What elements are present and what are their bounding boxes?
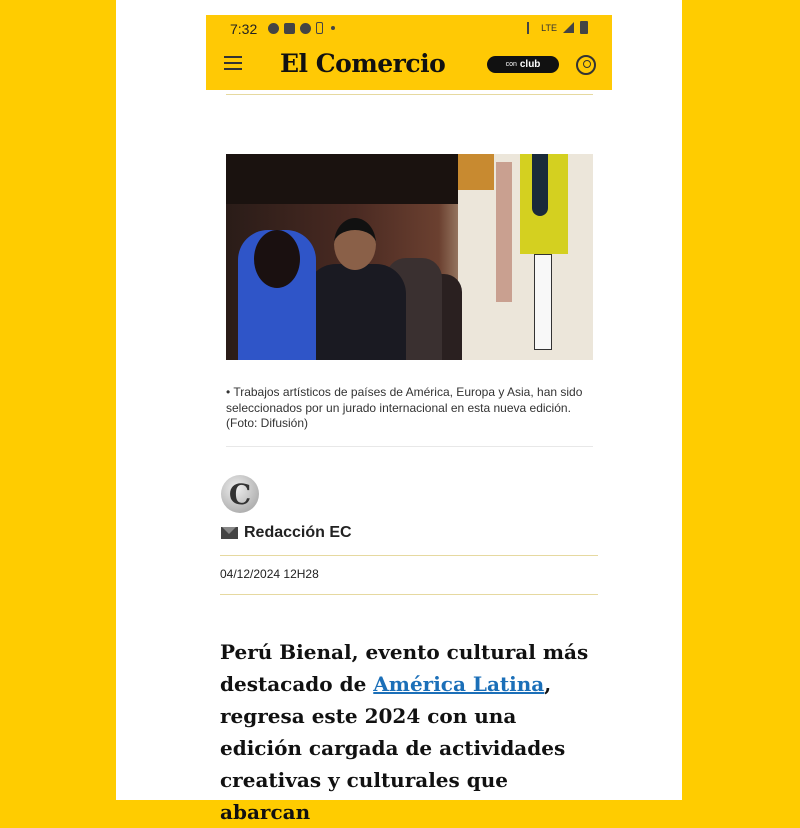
header-divider <box>226 94 593 95</box>
club-prefix: con <box>505 61 517 68</box>
date-divider <box>220 594 598 595</box>
club-button[interactable] <box>487 56 559 73</box>
phone-icon <box>316 22 323 34</box>
site-logo[interactable]: El Comercio <box>280 49 446 78</box>
signal-icon <box>563 22 574 33</box>
article-photo[interactable] <box>226 154 593 360</box>
notification-icons <box>268 22 335 34</box>
photo-caption: • Trabajos artísticos de países de América, Europa y Asia, han sido seleccionados por un jurado internacional en esta nueva edición. (Foto: Difusión) <box>226 385 583 430</box>
phone-screen <box>116 0 682 824</box>
mail-icon[interactable] <box>221 527 238 539</box>
android-icon <box>300 23 311 34</box>
america-latina-link[interactable]: América Latina <box>373 672 545 696</box>
publish-date: 04/12/2024 12H28 <box>220 567 319 581</box>
author-name[interactable]: Redacción EC <box>244 524 352 541</box>
author-avatar[interactable]: C <box>221 475 259 513</box>
youtube-icon <box>284 23 295 34</box>
user-account-icon[interactable] <box>576 55 596 75</box>
caption-divider <box>226 446 593 447</box>
battery-icon <box>580 21 588 34</box>
hamburger-menu-icon[interactable] <box>224 56 242 70</box>
chat-icon <box>268 23 279 34</box>
more-notifications-icon <box>331 26 335 30</box>
lead-text-end: , regresa este 2024 con una edición cargada de actividades creativas y culturales que abarcan <box>220 672 566 824</box>
status-time: 7:32 <box>230 21 258 37</box>
status-bar <box>206 15 612 43</box>
app-header <box>206 15 612 90</box>
network-label: LTE <box>541 22 557 33</box>
author-divider <box>220 555 598 556</box>
status-right <box>527 21 588 34</box>
lead-text-start: Perú Bienal, evento cultural más destacado de <box>220 640 589 696</box>
article-lead <box>220 636 598 828</box>
club-label: club <box>519 59 541 70</box>
bluetooth-icon <box>527 22 535 34</box>
